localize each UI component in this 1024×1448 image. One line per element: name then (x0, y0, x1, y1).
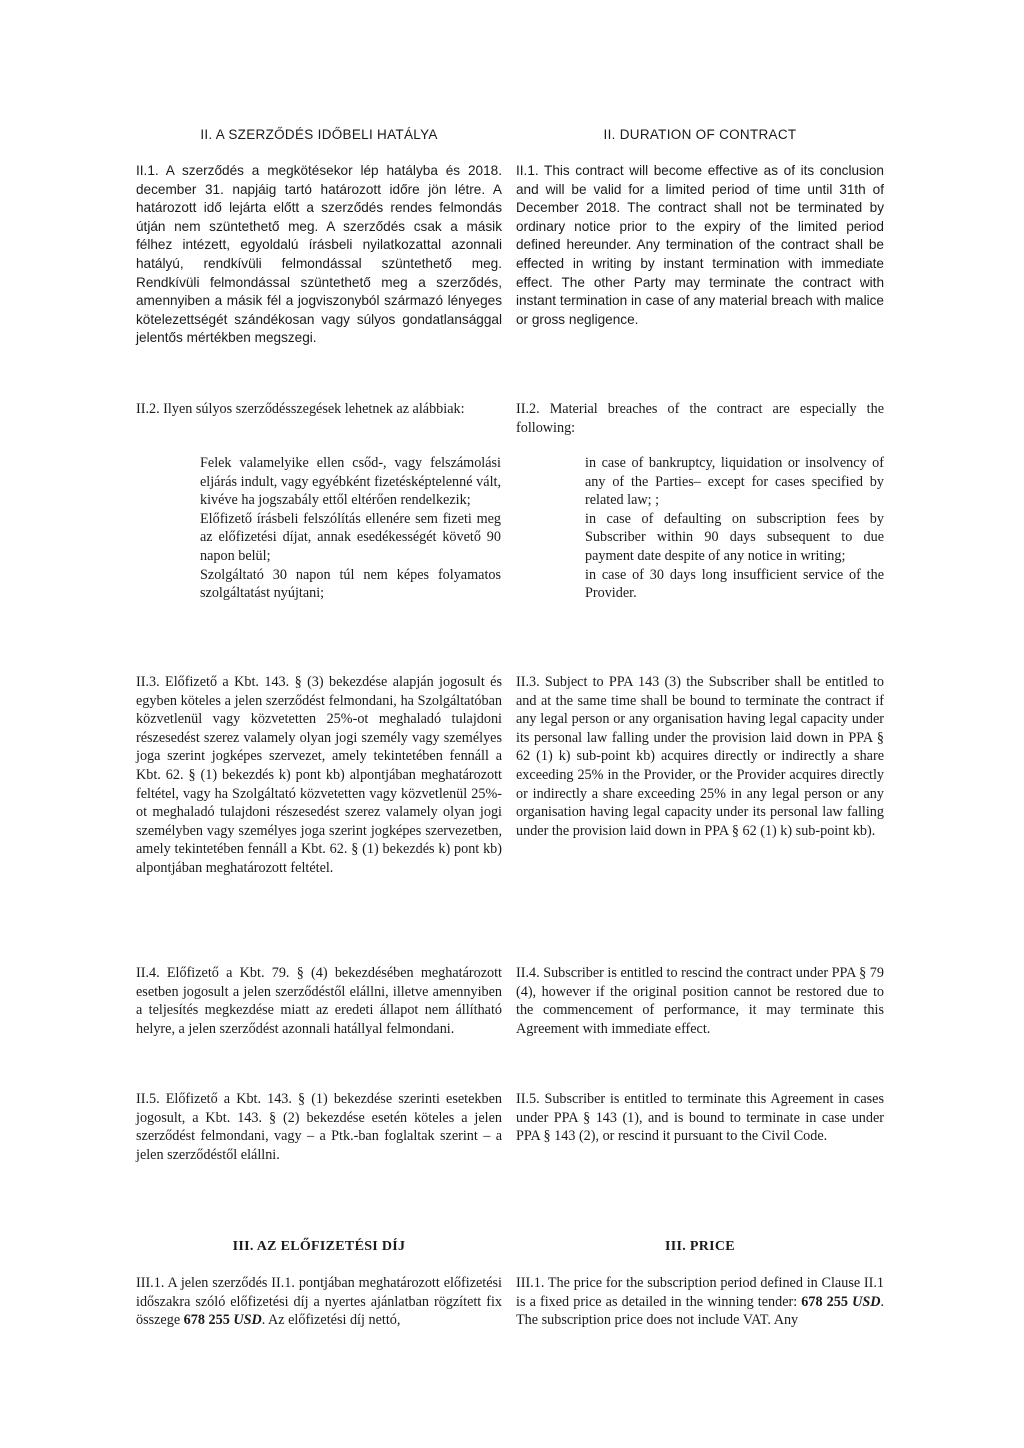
clause-2-5-en: II.5. Subscriber is entitled to terminate this Agreement in cases under PPA § 143 (1), and is bound to terminate in case under PPA § 143 (2), or rescind it pursuant to the Civil Code. (516, 1091, 884, 1145)
breach-item-hu-2: Előfizető írásbeli felszólítás ellenére sem fizeti meg az előfizetési díjat, annak esedékességét követő 90 napon belül; (200, 510, 501, 564)
clause-2-4-en: II.4. Subscriber is entitled to rescind the contract under PPA § 79 (4), however if the original position cannot be restored due to the commencement of performance, it may terminate this Agreement with immediate effect. (516, 965, 884, 1037)
clause-2-1-hu: II.1. A szerződés a megkötésekor lép hatályba és 2018. december 31. napjáig tartó határozott időre jön létre. A határozott idő lejárta előtt a szerződés rendes felmondás útján nem szüntethető meg. A szerződés csak a másik félhez intézett, egyoldalú írásbeli nyilatkozattal azonnali hatályú, rendkívüli felmondással szüntethető meg. Rendkívüli felmondással szüntethető meg a szerződés, amennyiben a másik fél a jogviszonyból származó lényeges kötelezettségét szándékosan vagy súlyos gondatlansággal jelentős mértékben megszegi. (136, 163, 502, 346)
section-3-heading-hu: III. AZ ELŐFIZETÉSI DÍJ (232, 1239, 406, 1254)
clause-3-1-hu-text-b: . Az előfizetési díj nettó, (261, 1312, 401, 1329)
section-2-heading-en: II. DURATION OF CONTRACT (603, 127, 797, 142)
breach-item-en-2: in case of defaulting on subscription fees by Subscriber within 90 days subsequent to due payment date despite of any notice in writing; (585, 510, 884, 564)
clause-3-1-hu (136, 1274, 502, 1330)
section-3-heading-en: III. PRICE (665, 1239, 735, 1254)
breach-list-en (585, 454, 884, 603)
clause-3-1-en (516, 1274, 884, 1330)
clause-2-4-hu: II.4. Előfizető a Kbt. 79. § (4) bekezdésében meghatározott esetben jogosult a jelen szerződéstől elállni, illetve amennyiben a teljesítés megkezdése miatt az eredeti állapot nem állítható helyre, a jelen szerződést azonnali hatállyal felmondani. (136, 965, 502, 1037)
breach-item-en-3: in case of 30 days long insufficient service of the Provider. (585, 566, 884, 602)
clause-2-3-hu: II.3. Előfizető a Kbt. 143. § (3) bekezdése alapján jogosult és egyben köteles a jelen szerződést felmondani, ha Szolgáltatóban közvetlenül vagy közvetetten 25%-ot meghaladó tulajdoni részesedést szerez valamely olyan jogi személy vagy személyes joga szerint jogképes szervezet, amely tekintetében fennáll a Kbt. 62. § (1) bekezdés k) pont kb) alpontjában meghatározott feltétel, vagy ha Szolgáltató közvetetten vagy közvetlenül 25%-ot meghaladó tulajdoni részesedést szerez valamely olyan jogi személyben vagy személyes joga szerint jogképes szervezetben, amely tekintetében fennáll a Kbt. 62. § (1) bekezdés k) pont kb) alpontjában meghatározott feltétel. (136, 674, 502, 876)
breach-item-en-1: in case of bankruptcy, liquidation or insolvency of any of the Parties– except for cases specified by related law; ; (585, 455, 884, 509)
clause-3-1-hu-text-a: III.1. A jelen szerződés II.1. pontjában meghatározott előfizetési időszakra szóló előfizetési díj a nyertes ajánlatban rögzített fix összege (136, 1275, 502, 1329)
price-amount-hu: 678 255 (183, 1312, 230, 1329)
clause-3-1-en-text-a: III.1. The price for the subscription period defined in Clause II.1 is a fixed price as detailed in the winning tender: (516, 1275, 884, 1310)
breach-list-hu (200, 454, 501, 603)
clause-2-3-en: II.3. Subject to PPA 143 (3) the Subscriber shall be entitled to and at the same time shall be bound to terminate the contract if any legal person or any organisation having legal capacity under its personal law falling under the provision laid down in PPA § 62 (1) k) sub-point kb) acquires directly or indirectly a share exceeding 25% in the Provider, or the Provider acquires directly or indirectly a share exceeding 25% in any legal person or any organisation having legal capacity under its personal law falling under the provision laid down in PPA § 62 (1) k) sub-point kb). (516, 674, 884, 839)
price-amount-en: 678 255 (801, 1293, 848, 1310)
breach-item-hu-1: Felek valamelyike ellen csőd-, vagy felszámolási eljárás indult, vagy egyébként fizetésképtelenné vált, kivéve ha jogszabály ettől eltérően rendelkezik; (200, 455, 501, 509)
clause-2-2-en: II.2. Material breaches of the contract are especially the following: (516, 401, 884, 436)
clause-3-1-en-text-b: . The subscription price does not include VAT. Any (516, 1293, 885, 1329)
clause-2-1-en: II.1. This contract will become effective as of its conclusion and will be valid for a limited period of time until 31th of December 2018. The contract shall not be terminated by ordinary notice prior to the expiry of the limited period defined hereunder. Any termination of the contract shall be effected in writing by instant termination with immediate effect. The other Party may terminate the contract with instant termination in case of any material breach with malice or gross negligence. (516, 163, 884, 327)
price-currency-en: USD (852, 1293, 881, 1310)
clause-2-2-hu: II.2. Ilyen súlyos szerződésszegések lehetnek az alábbiak: (136, 401, 465, 417)
section-2-heading-hu: II. A SZERZŐDÉS IDŐBELI HATÁLYA (200, 127, 438, 142)
breach-item-hu-3: Szolgáltató 30 napon túl nem képes folyamatos szolgáltatást nyújtani; (200, 566, 501, 602)
price-currency-hu: USD (233, 1312, 262, 1329)
clause-2-5-hu: II.5. Előfizető a Kbt. 143. § (1) bekezdése szerinti esetekben jogosult, a Kbt. 143. § (2) bekezdése esetén köteles a jelen szerződést felmondani, vagy – a Ptk.-ban foglaltak szerint – a jelen szerződéstől elállni. (136, 1091, 502, 1163)
